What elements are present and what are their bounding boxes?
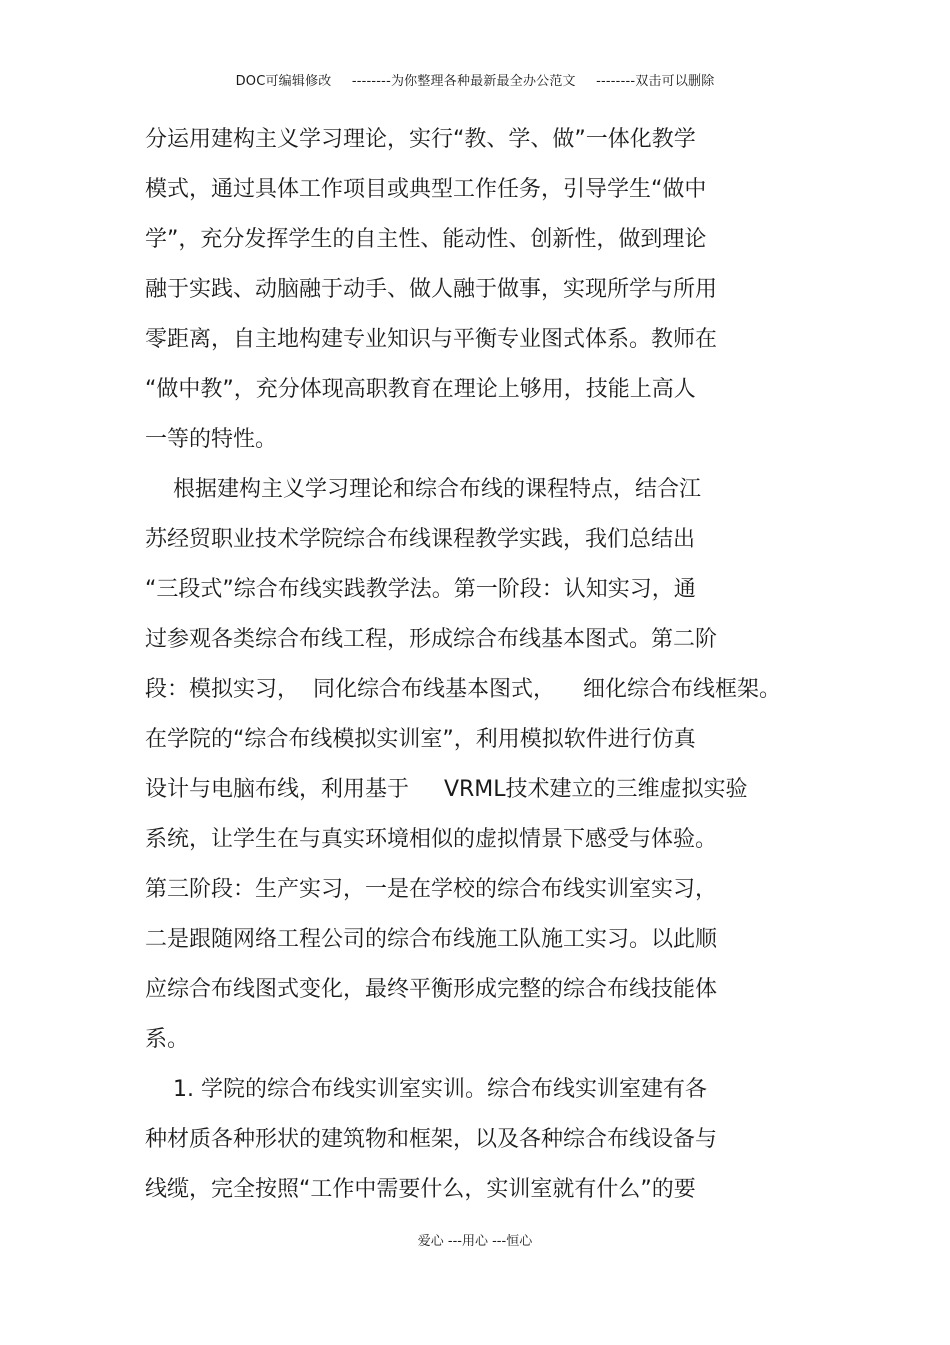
body-line: 系统，让学生在与真实环境相似的虚拟情景下感受与体验。 [145,827,718,852]
header-left-text: DOC可编辑修改 [235,74,332,89]
body-line: 分运用建构主义学习理论，实行“教、学、做”一体化教学 [145,127,696,152]
body-line: 二是跟随网络工程公司的综合布线施工队施工实习。以此顺 [145,927,718,952]
body-line: 1. 学院的综合布线实训室实训。综合布线实训室建有各 [145,1077,707,1102]
body-line: 第三阶段：生产实习，一是在学校的综合布线实训室实习， [145,877,718,902]
header-right-text: --------双击可以删除 [596,74,715,89]
body-line: 一等的特性。 [145,427,278,452]
header-middle-text: --------为你整理各种最新最全办公范文 [351,74,576,89]
body-line: “做中教”，充分体现高职教育在理论上够用，技能上高人 [145,377,696,402]
body-line: 根据建构主义学习理论和综合布线的课程特点，结合江 [145,477,701,502]
page-header [0,70,950,89]
body-line: 模式，通过具体工作项目或典型工作任务，引导学生“做中 [145,177,707,202]
page-footer: 爱心 ---用心 ---恒心 [417,1234,533,1249]
body-line: 零距离，自主地构建专业知识与平衡专业图式体系。教师在 [145,327,718,352]
body-line: 融于实践、动脑融于动手、做人融于做事，实现所学与所用 [145,277,718,302]
body-line: 应综合布线图式变化，最终平衡形成完整的综合布线技能体 [145,977,718,1002]
body-line: 线缆，完全按照“工作中需要什么，实训室就有什么”的要 [145,1177,696,1202]
body-line: 学”，充分发挥学生的自主性、能动性、创新性，做到理论 [145,227,707,252]
body-line: 系。 [145,1027,190,1052]
body-line: 在学院的“综合布线模拟实训室”，利用模拟软件进行仿真 [145,727,696,752]
body-line: 设计与电脑布线，利用基于 VRML技术建立的三维虚拟实验 [145,777,748,802]
body-line: 段：模拟实习， 同化综合布线基本图式， 细化综合布线框架。 [145,677,781,702]
body-line: 种材质各种形状的建筑物和框架，以及各种综合布线设备与 [145,1127,718,1152]
body-line: 过参观各类综合布线工程，形成综合布线基本图式。第二阶 [145,627,718,652]
body-line: 苏经贸职业技术学院综合布线课程教学实践，我们总结出 [145,527,696,552]
body-line: “三段式”综合布线实践教学法。第一阶段：认知实习，通 [145,577,696,602]
